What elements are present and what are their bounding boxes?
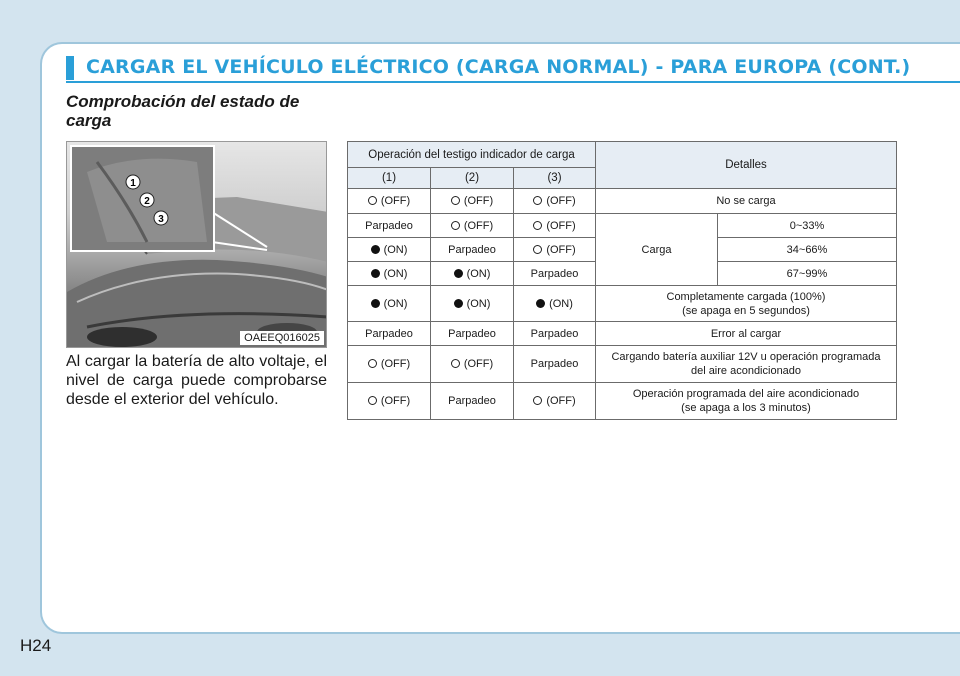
cell-indicator-3: (OFF) xyxy=(514,383,596,420)
cell-indicator-2: (OFF) xyxy=(431,346,514,383)
cell-indicator-1: (OFF) xyxy=(348,383,431,420)
cell-details: Cargando batería auxiliar 12V u operación programada del aire acondicionado xyxy=(596,346,897,383)
indicator-on-icon xyxy=(536,299,545,308)
body-paragraph: Al cargar la batería de alto voltaje, el nivel de carga puede comprobarse desde el exterior del vehículo. xyxy=(66,353,327,408)
indicator-off-icon xyxy=(533,396,542,405)
cell-indicator-2: Parpadeo xyxy=(431,383,514,420)
table-row xyxy=(348,286,897,322)
cell-indicator-1: (ON) xyxy=(348,238,431,262)
subheading: Comprobación del estado de carga xyxy=(66,92,300,130)
cell-indicator-3: Parpadeo xyxy=(514,322,596,346)
indicator-on-icon xyxy=(371,299,380,308)
indicator-off-icon xyxy=(451,196,460,205)
cell-details: Error al cargar xyxy=(596,322,897,346)
header-col-1: (1) xyxy=(348,168,431,189)
cell-indicator-1: (OFF) xyxy=(348,189,431,214)
cell-indicator-2: (OFF) xyxy=(431,214,514,238)
svg-text:3: 3 xyxy=(158,214,164,225)
header-col-2: (2) xyxy=(431,168,514,189)
cell-indicator-1: (OFF) xyxy=(348,346,431,383)
indicator-off-icon xyxy=(368,359,377,368)
cell-indicator-2: (ON) xyxy=(431,286,514,322)
svg-text:1: 1 xyxy=(130,178,136,189)
indicator-on-icon xyxy=(454,299,463,308)
cell-details: Completamente cargada (100%) (se apaga en 5 segundos) xyxy=(596,286,897,322)
cell-charge-range: 0~33% xyxy=(718,214,897,238)
page-number: H24 xyxy=(20,636,52,655)
table-row xyxy=(348,346,897,383)
cell-charging-group: Carga xyxy=(596,214,718,286)
cell-indicator-3: Parpadeo xyxy=(514,346,596,383)
section-title-bar xyxy=(66,54,960,84)
table-row xyxy=(348,214,897,238)
cell-charge-range: 34~66% xyxy=(718,238,897,262)
indicator-marker-1 xyxy=(126,175,140,189)
cell-indicator-3: (OFF) xyxy=(514,238,596,262)
indicator-on-icon xyxy=(371,245,380,254)
title-underline xyxy=(66,81,960,83)
vehicle-figure xyxy=(66,141,327,348)
charging-status-table xyxy=(347,141,897,420)
indicator-off-icon xyxy=(451,359,460,368)
cell-details: No se carga xyxy=(596,189,897,214)
indicator-marker-2 xyxy=(140,193,154,207)
cell-indicator-2: Parpadeo xyxy=(431,238,514,262)
section-title: CARGAR EL VEHÍCULO ELÉCTRICO (CARGA NORMAL) - PARA EUROPA (CONT.) xyxy=(86,56,911,78)
cell-indicator-2: Parpadeo xyxy=(431,322,514,346)
cell-indicator-2: (OFF) xyxy=(431,189,514,214)
cell-indicator-3: (OFF) xyxy=(514,189,596,214)
cell-details: Operación programada del aire acondicionado (se apaga a los 3 minutos) xyxy=(596,383,897,420)
table-row xyxy=(348,189,897,214)
cell-indicator-1: Parpadeo xyxy=(348,322,431,346)
cell-indicator-1: Parpadeo xyxy=(348,214,431,238)
table-row xyxy=(348,322,897,346)
cell-indicator-1: (ON) xyxy=(348,286,431,322)
header-indicator-operation: Operación del testigo indicador de carga xyxy=(348,142,596,168)
indicator-off-icon xyxy=(533,245,542,254)
vehicle-illustration xyxy=(67,142,327,348)
figure-code: OAEEQ016025 xyxy=(240,331,324,345)
table-row xyxy=(348,383,897,420)
indicator-marker-3 xyxy=(154,211,168,225)
indicator-off-icon xyxy=(451,221,460,230)
svg-text:2: 2 xyxy=(144,196,150,207)
indicator-on-icon xyxy=(454,269,463,278)
cell-charge-range: 67~99% xyxy=(718,262,897,286)
header-details: Detalles xyxy=(596,142,897,189)
title-accent-bar xyxy=(66,56,74,80)
indicator-on-icon xyxy=(371,269,380,278)
cell-indicator-3: Parpadeo xyxy=(514,262,596,286)
indicator-off-icon xyxy=(533,221,542,230)
indicator-off-icon xyxy=(368,196,377,205)
cell-indicator-2: (ON) xyxy=(431,262,514,286)
header-col-3: (3) xyxy=(514,168,596,189)
cell-indicator-1: (ON) xyxy=(348,262,431,286)
cell-indicator-3: (ON) xyxy=(514,286,596,322)
cell-indicator-3: (OFF) xyxy=(514,214,596,238)
indicator-off-icon xyxy=(533,196,542,205)
indicator-off-icon xyxy=(368,396,377,405)
